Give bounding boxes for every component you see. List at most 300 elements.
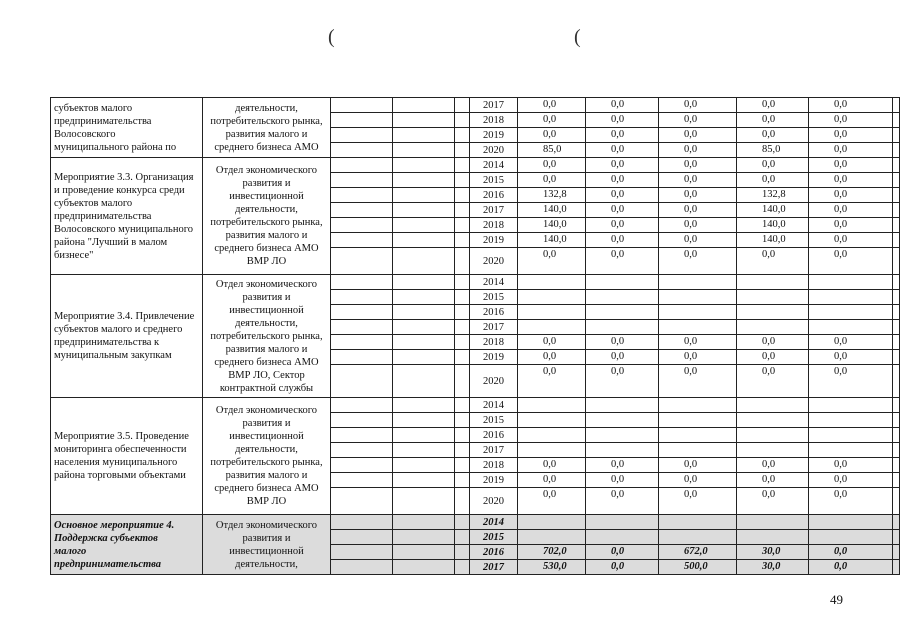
empty-cell: [331, 473, 393, 488]
value-cell: [809, 428, 893, 443]
empty-cell: [393, 218, 455, 233]
edge-cell: [893, 203, 900, 218]
activity-name: Мероприятие 3.4. Привлечение субъектов малого и среднего предпринимательства к муниципальным закупкам: [51, 275, 203, 398]
value-cell: 0,0: [518, 350, 586, 365]
year-cell: 2015: [470, 290, 518, 305]
value-cell: 0,0: [809, 218, 893, 233]
edge-cell: [893, 428, 900, 443]
empty-cell: [393, 365, 455, 398]
value-cell: [809, 275, 893, 290]
value-cell: [518, 275, 586, 290]
value-cell: [518, 530, 586, 545]
value-cell: 0,0: [586, 335, 659, 350]
value-cell: 0,0: [737, 158, 809, 173]
value-cell: [659, 515, 737, 530]
value-cell: [737, 515, 809, 530]
edge-cell: [893, 443, 900, 458]
value-cell: 672,0: [659, 545, 737, 560]
empty-cell: [393, 275, 455, 290]
edge-cell: [893, 365, 900, 398]
year-cell: 2017: [470, 320, 518, 335]
activity-name-line: субъектов малого: [54, 102, 133, 114]
value-cell: 0,0: [737, 488, 809, 515]
responsible-unit-line: инвестиционной: [229, 545, 304, 557]
value-cell: 0,0: [659, 233, 737, 248]
empty-cell: [393, 305, 455, 320]
value-cell: 0,0: [586, 365, 659, 398]
value-cell: 0,0: [518, 365, 586, 398]
empty-cell: [393, 128, 455, 143]
right-parenthesis-mark: (: [574, 26, 581, 48]
year-cell: 2020: [470, 488, 518, 515]
edge-cell: [893, 560, 900, 575]
empty-cell: [331, 188, 393, 203]
activity-name-line: предпринимательства: [54, 558, 162, 570]
value-cell: 0,0: [518, 113, 586, 128]
value-cell: [659, 398, 737, 413]
value-cell: 0,0: [659, 350, 737, 365]
empty-cell: [455, 488, 470, 515]
edge-cell: [893, 173, 900, 188]
value-cell: 0,0: [737, 458, 809, 473]
value-cell: [586, 305, 659, 320]
empty-cell: [455, 173, 470, 188]
value-cell: 0,0: [809, 365, 893, 398]
empty-cell: [331, 350, 393, 365]
value-cell: 0,0: [586, 545, 659, 560]
empty-cell: [393, 398, 455, 413]
activity-name: [51, 98, 203, 158]
empty-cell: [393, 143, 455, 158]
year-cell: 2015: [470, 530, 518, 545]
empty-cell: [393, 428, 455, 443]
value-cell: 0,0: [586, 143, 659, 158]
activity-name: [51, 515, 203, 575]
value-cell: [518, 515, 586, 530]
empty-cell: [455, 335, 470, 350]
value-cell: 140,0: [518, 203, 586, 218]
year-cell: 2016: [470, 188, 518, 203]
value-cell: [809, 290, 893, 305]
year-cell: 2014: [470, 275, 518, 290]
value-cell: 0,0: [586, 113, 659, 128]
responsible-unit: Отдел экономического развития и инвестиционной деятельности, потребительского рынка, развития малого и среднего бизнеса АМО ВМР ЛО: [203, 398, 331, 515]
year-cell: 2017: [470, 203, 518, 218]
empty-cell: [393, 413, 455, 428]
empty-cell: [393, 515, 455, 530]
value-cell: 0,0: [659, 98, 737, 113]
edge-cell: [893, 233, 900, 248]
empty-cell: [393, 335, 455, 350]
empty-cell: [455, 473, 470, 488]
value-cell: 0,0: [737, 473, 809, 488]
empty-cell: [331, 143, 393, 158]
empty-cell: [455, 248, 470, 275]
empty-cell: [393, 443, 455, 458]
value-cell: [809, 413, 893, 428]
empty-cell: [331, 398, 393, 413]
year-cell: 2019: [470, 350, 518, 365]
value-cell: 0,0: [737, 98, 809, 113]
value-cell: 85,0: [518, 143, 586, 158]
value-cell: [586, 413, 659, 428]
value-cell: [659, 275, 737, 290]
activity-name-line: Волосовского: [54, 128, 116, 140]
empty-cell: [455, 305, 470, 320]
year-cell: 2016: [470, 545, 518, 560]
empty-cell: [455, 365, 470, 398]
empty-cell: [331, 428, 393, 443]
value-cell: 0,0: [737, 335, 809, 350]
year-cell: 2019: [470, 128, 518, 143]
empty-cell: [455, 458, 470, 473]
empty-cell: [455, 233, 470, 248]
empty-cell: [393, 530, 455, 545]
edge-cell: [893, 248, 900, 275]
empty-cell: [331, 320, 393, 335]
responsible-unit-line: Отдел экономического: [215, 519, 318, 531]
value-cell: 0,0: [659, 188, 737, 203]
year-cell: 2014: [470, 515, 518, 530]
value-cell: 0,0: [809, 350, 893, 365]
value-cell: 140,0: [737, 218, 809, 233]
value-cell: 0,0: [586, 173, 659, 188]
value-cell: [809, 443, 893, 458]
value-cell: 0,0: [586, 188, 659, 203]
value-cell: 0,0: [659, 158, 737, 173]
value-cell: 0,0: [737, 113, 809, 128]
value-cell: [737, 320, 809, 335]
empty-cell: [393, 233, 455, 248]
empty-cell: [393, 350, 455, 365]
empty-cell: [455, 143, 470, 158]
value-cell: [737, 398, 809, 413]
value-cell: 0,0: [586, 233, 659, 248]
value-cell: [586, 320, 659, 335]
edge-cell: [893, 398, 900, 413]
value-cell: 530,0: [518, 560, 586, 575]
value-cell: 0,0: [518, 248, 586, 275]
year-cell: 2015: [470, 413, 518, 428]
empty-cell: [455, 560, 470, 575]
empty-cell: [393, 113, 455, 128]
edge-cell: [893, 305, 900, 320]
year-cell: 2018: [470, 335, 518, 350]
empty-cell: [331, 173, 393, 188]
value-cell: [518, 320, 586, 335]
year-cell: 2019: [470, 473, 518, 488]
empty-cell: [331, 275, 393, 290]
value-cell: 0,0: [659, 335, 737, 350]
responsible-unit-line: развития малого и: [225, 128, 308, 140]
value-cell: 140,0: [737, 233, 809, 248]
value-cell: [737, 305, 809, 320]
value-cell: [518, 398, 586, 413]
year-cell: 2017: [470, 443, 518, 458]
value-cell: 0,0: [809, 173, 893, 188]
value-cell: 0,0: [659, 203, 737, 218]
value-cell: 0,0: [586, 203, 659, 218]
value-cell: 0,0: [659, 173, 737, 188]
table-row: [51, 398, 900, 413]
value-cell: [659, 320, 737, 335]
empty-cell: [455, 275, 470, 290]
value-cell: [518, 413, 586, 428]
value-cell: [809, 530, 893, 545]
value-cell: [586, 443, 659, 458]
empty-cell: [331, 458, 393, 473]
value-cell: 702,0: [518, 545, 586, 560]
value-cell: 0,0: [586, 458, 659, 473]
empty-cell: [393, 248, 455, 275]
value-cell: 0,0: [809, 128, 893, 143]
empty-cell: [455, 428, 470, 443]
responsible-unit-line: деятельности,: [235, 102, 298, 114]
activity-name-line: малого: [54, 545, 87, 557]
table-row: [51, 98, 900, 113]
value-cell: 0,0: [809, 98, 893, 113]
value-cell: [586, 530, 659, 545]
value-cell: 140,0: [737, 203, 809, 218]
year-cell: 2018: [470, 458, 518, 473]
value-cell: [737, 530, 809, 545]
value-cell: 140,0: [518, 233, 586, 248]
activity-name: Мероприятие 3.5. Проведение мониторинга обеспеченности населения муниципального района торговыми объектами: [51, 398, 203, 515]
edge-cell: [893, 188, 900, 203]
empty-cell: [455, 320, 470, 335]
empty-cell: [455, 188, 470, 203]
value-cell: [659, 413, 737, 428]
program-table: [50, 97, 900, 575]
empty-cell: [331, 98, 393, 113]
edge-cell: [893, 515, 900, 530]
value-cell: 0,0: [809, 473, 893, 488]
value-cell: 0,0: [809, 233, 893, 248]
activity-name-line: Основное мероприятие 4.: [54, 519, 175, 531]
empty-cell: [455, 545, 470, 560]
value-cell: [518, 305, 586, 320]
value-cell: [586, 290, 659, 305]
empty-cell: [393, 458, 455, 473]
activity-name-line: муниципального района по: [54, 141, 177, 153]
empty-cell: [331, 113, 393, 128]
value-cell: 30,0: [737, 560, 809, 575]
year-cell: 2017: [470, 98, 518, 113]
edge-cell: [893, 458, 900, 473]
edge-cell: [893, 350, 900, 365]
value-cell: 0,0: [586, 350, 659, 365]
empty-cell: [331, 248, 393, 275]
left-parenthesis-mark: (: [328, 26, 335, 48]
empty-cell: [455, 443, 470, 458]
empty-cell: [331, 233, 393, 248]
value-cell: [809, 305, 893, 320]
value-cell: 0,0: [586, 98, 659, 113]
responsible-unit: [203, 98, 331, 158]
value-cell: 0,0: [659, 143, 737, 158]
empty-cell: [455, 218, 470, 233]
year-cell: 2014: [470, 398, 518, 413]
edge-cell: [893, 128, 900, 143]
responsible-unit-line: деятельности,: [235, 558, 298, 570]
responsible-unit-line: потребительского рынка,: [210, 115, 323, 127]
empty-cell: [331, 413, 393, 428]
empty-cell: [331, 335, 393, 350]
value-cell: [809, 398, 893, 413]
activity-name-line: предпринимательства: [54, 115, 152, 127]
empty-cell: [331, 290, 393, 305]
empty-cell: [455, 413, 470, 428]
value-cell: 0,0: [809, 188, 893, 203]
responsible-unit-line: среднего бизнеса АМО: [214, 141, 319, 153]
value-cell: [518, 428, 586, 443]
empty-cell: [455, 515, 470, 530]
edge-cell: [893, 158, 900, 173]
edge-cell: [893, 473, 900, 488]
edge-cell: [893, 488, 900, 515]
empty-cell: [393, 203, 455, 218]
value-cell: 0,0: [809, 248, 893, 275]
value-cell: 0,0: [586, 473, 659, 488]
year-cell: 2020: [470, 143, 518, 158]
value-cell: 0,0: [809, 113, 893, 128]
value-cell: [659, 428, 737, 443]
activity-name-line: Поддержка субъектов: [54, 532, 158, 544]
value-cell: 0,0: [518, 335, 586, 350]
empty-cell: [455, 290, 470, 305]
value-cell: [809, 320, 893, 335]
year-cell: 2019: [470, 233, 518, 248]
value-cell: [518, 443, 586, 458]
value-cell: [586, 275, 659, 290]
empty-cell: [331, 515, 393, 530]
value-cell: 0,0: [586, 248, 659, 275]
year-cell: 2018: [470, 113, 518, 128]
value-cell: 132,8: [737, 188, 809, 203]
value-cell: [737, 443, 809, 458]
empty-cell: [393, 173, 455, 188]
edge-cell: [893, 98, 900, 113]
value-cell: 0,0: [518, 473, 586, 488]
empty-cell: [331, 218, 393, 233]
empty-cell: [393, 188, 455, 203]
value-cell: [737, 290, 809, 305]
year-cell: 2017: [470, 560, 518, 575]
value-cell: 132,8: [518, 188, 586, 203]
responsible-unit: Отдел экономического развития и инвестиционной деятельности, потребительского рынка, развития малого и среднего бизнеса АМО ВМР ЛО: [203, 158, 331, 275]
edge-cell: [893, 335, 900, 350]
value-cell: [737, 428, 809, 443]
responsible-unit-line: развития и: [242, 532, 291, 544]
value-cell: 0,0: [586, 218, 659, 233]
value-cell: 0,0: [809, 458, 893, 473]
value-cell: 0,0: [809, 488, 893, 515]
value-cell: 500,0: [659, 560, 737, 575]
value-cell: 0,0: [809, 335, 893, 350]
value-cell: 0,0: [809, 203, 893, 218]
value-cell: 0,0: [518, 173, 586, 188]
empty-cell: [393, 320, 455, 335]
value-cell: [659, 530, 737, 545]
year-cell: 2016: [470, 305, 518, 320]
empty-cell: [393, 488, 455, 515]
year-cell: 2020: [470, 248, 518, 275]
empty-cell: [331, 443, 393, 458]
value-cell: 0,0: [518, 158, 586, 173]
value-cell: [586, 398, 659, 413]
edge-cell: [893, 530, 900, 545]
value-cell: 0,0: [659, 365, 737, 398]
empty-cell: [331, 488, 393, 515]
empty-cell: [455, 350, 470, 365]
value-cell: 0,0: [659, 113, 737, 128]
value-cell: [659, 305, 737, 320]
value-cell: 0,0: [659, 488, 737, 515]
table-row: [51, 158, 900, 173]
value-cell: 0,0: [586, 560, 659, 575]
value-cell: 85,0: [737, 143, 809, 158]
value-cell: 0,0: [659, 218, 737, 233]
value-cell: [809, 515, 893, 530]
year-cell: 2014: [470, 158, 518, 173]
value-cell: [659, 443, 737, 458]
value-cell: 0,0: [809, 158, 893, 173]
value-cell: 0,0: [586, 158, 659, 173]
empty-cell: [455, 530, 470, 545]
value-cell: [586, 428, 659, 443]
value-cell: 0,0: [586, 488, 659, 515]
value-cell: 0,0: [809, 545, 893, 560]
edge-cell: [893, 413, 900, 428]
value-cell: 0,0: [586, 128, 659, 143]
value-cell: 0,0: [659, 248, 737, 275]
empty-cell: [331, 128, 393, 143]
value-cell: 140,0: [518, 218, 586, 233]
edge-cell: [893, 545, 900, 560]
empty-cell: [393, 98, 455, 113]
page-number: 49: [830, 592, 843, 607]
empty-cell: [393, 473, 455, 488]
value-cell: 0,0: [737, 173, 809, 188]
empty-cell: [331, 158, 393, 173]
table-row: [51, 515, 900, 530]
year-cell: 2016: [470, 428, 518, 443]
value-cell: 0,0: [518, 488, 586, 515]
empty-cell: [393, 560, 455, 575]
value-cell: [659, 290, 737, 305]
value-cell: 0,0: [659, 473, 737, 488]
edge-cell: [893, 113, 900, 128]
value-cell: 0,0: [809, 560, 893, 575]
value-cell: 0,0: [737, 128, 809, 143]
empty-cell: [393, 290, 455, 305]
edge-cell: [893, 320, 900, 335]
value-cell: 0,0: [737, 365, 809, 398]
empty-cell: [455, 398, 470, 413]
value-cell: 0,0: [737, 350, 809, 365]
empty-cell: [331, 365, 393, 398]
empty-cell: [331, 530, 393, 545]
edge-cell: [893, 218, 900, 233]
empty-cell: [393, 158, 455, 173]
edge-cell: [893, 143, 900, 158]
value-cell: 0,0: [659, 458, 737, 473]
value-cell: 0,0: [809, 143, 893, 158]
empty-cell: [331, 545, 393, 560]
empty-cell: [331, 560, 393, 575]
responsible-unit: Отдел экономического развития и инвестиционной деятельности, потребительского рынка, развития малого и среднего бизнеса АМО ВМР ЛО, Сектор контрактной службы: [203, 275, 331, 398]
year-cell: 2020: [470, 365, 518, 398]
